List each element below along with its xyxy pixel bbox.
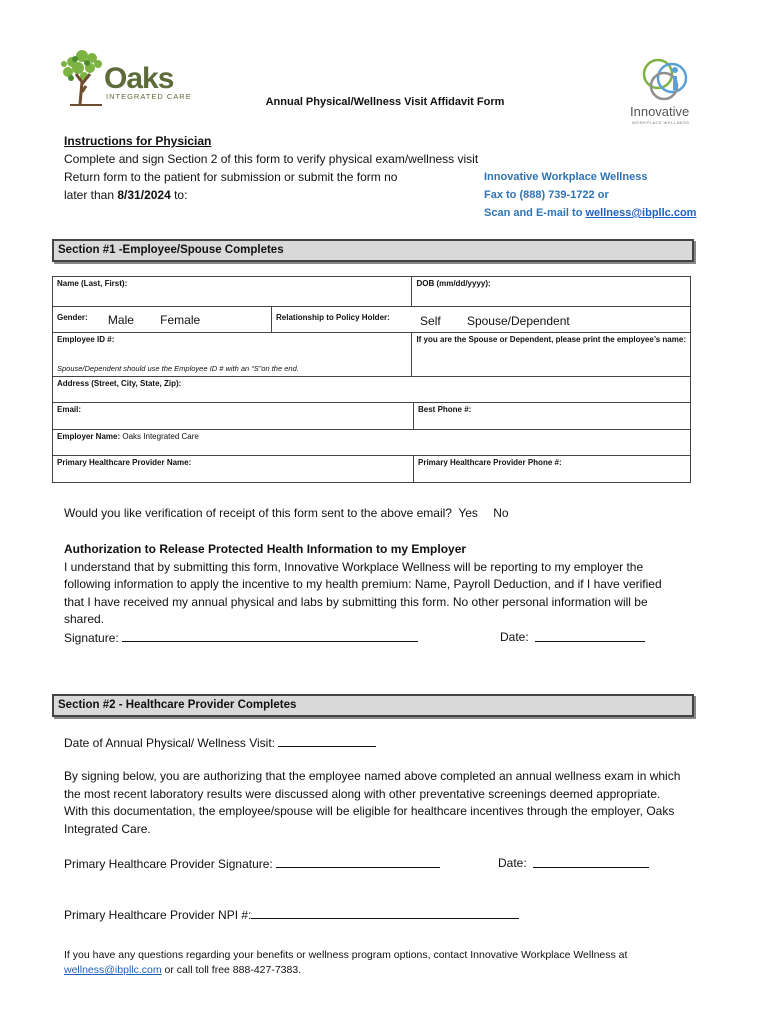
contact-email-link[interactable]: wellness@ibpllc.com	[585, 207, 697, 219]
instructions-line: Complete and sign Section 2 of this form to verify physical exam/wellness visit	[64, 152, 479, 166]
footer-email-link[interactable]: wellness@ibpllc.com	[64, 964, 162, 976]
email-field[interactable]: Email:	[53, 403, 414, 430]
spouse-id-note: Spouse/Dependent should use the Employee ID # with an “S”on the end.	[57, 364, 299, 373]
signature-line[interactable]	[122, 629, 418, 642]
name-field[interactable]: Name (Last, First):	[53, 277, 412, 307]
gender-field: Gender: Male Female	[53, 307, 272, 333]
authorization-block	[64, 541, 674, 647]
deadline: 8/31/2024	[117, 188, 171, 202]
visit-date-row: Date of Annual Physical/ Wellness Visit:	[64, 734, 684, 753]
relationship-self-option[interactable]: Self	[420, 314, 441, 328]
npi-row: Primary Healthcare Provider NPI #:	[64, 906, 684, 925]
relationship-field: Relationship to Policy Holder: Self Spouse/Dependent	[272, 307, 691, 333]
provider-signature-row: Primary Healthcare Provider Signature: Date:	[64, 855, 684, 874]
relationship-spouse-option[interactable]: Spouse/Dependent	[466, 314, 570, 328]
instructions-line: later than 8/31/2024 to:	[64, 188, 188, 202]
date-label: Date:	[500, 629, 529, 644]
instructions-line: Return form to the patient for submission or submit the form no	[64, 170, 398, 184]
phone-field[interactable]: Best Phone #:	[414, 403, 691, 430]
employee-id-field[interactable]: Employee ID #: Spouse/Dependent should use the Employee ID # with an “S”on the end.	[53, 333, 412, 377]
gender-female-option[interactable]: Female	[160, 313, 201, 327]
physician-instructions	[64, 132, 534, 204]
signature-row	[64, 629, 674, 647]
dob-field[interactable]: DOB (mm/dd/yyyy):	[412, 277, 691, 307]
signature-label: Signature:	[64, 630, 119, 645]
innovative-logo-subtitle: WORKPLACE WELLNESS	[632, 120, 690, 125]
innovative-logo-text: Innovative	[630, 104, 690, 119]
authorization-body: I understand that by submitting this form, Innovative Workplace Wellness will be reporting to my employer the following information to apply the incentive to my health premium: Name, Payroll Deduction, and if I have verified that I have received my annual physical and labs by submitting this form. No other personal information will be shared.	[64, 559, 662, 626]
section2-body: By signing below, you are authorizing that the employee named above completed an annual wellness exam in which the most recent laboratory results were discussed along with other preventative screenings deemed appropriate. With this documentation, the employee/spouse will be eligible for healthcare incentives through the employer, Oaks Integrated Care.	[64, 769, 681, 836]
section1-header: Section #1 -Employee/Spouse Completes	[52, 239, 694, 262]
employee-name-print-field[interactable]: If you are the Spouse or Dependent, please print the employee’s name:	[412, 333, 691, 377]
visit-date-line[interactable]	[278, 734, 376, 747]
footer-note: If you have any questions regarding your benefits or wellness program options, contact Innovative Workplace Wellness at wellness@ibpllc.com or call toll free 888-427-7383.	[64, 949, 628, 976]
contact-email-line: Scan and E-mail to wellness@ibpllc.com	[484, 207, 697, 219]
section2-header: Section #2 - Healthcare Provider Completes	[52, 694, 694, 717]
instructions-heading: Instructions for Physician	[64, 134, 212, 148]
form-title: Annual Physical/Wellness Visit Affidavit Form	[265, 96, 505, 108]
provider-date-line[interactable]	[533, 855, 649, 868]
innovative-logo	[628, 56, 704, 130]
employee-form-table	[52, 276, 691, 483]
contact-org: Innovative Workplace Wellness	[484, 171, 648, 183]
employer-field: Employer Name: Oaks Integrated Care	[53, 430, 691, 456]
provider-signature-line[interactable]	[276, 855, 440, 868]
provider-phone-field[interactable]: Primary Healthcare Provider Phone #:	[414, 456, 691, 483]
gender-male-option[interactable]: Male	[107, 313, 134, 327]
npi-line[interactable]	[251, 906, 519, 919]
authorization-heading: Authorization to Release Protected Health Information to my Employer	[64, 542, 467, 556]
provider-name-field[interactable]: Primary Healthcare Provider Name:	[53, 456, 414, 483]
provider-date-label: Date:	[498, 856, 527, 870]
verification-no-option[interactable]: No	[493, 506, 509, 520]
contact-fax: Fax to (888) 739-1722 or	[484, 189, 609, 201]
employer-value: Oaks Integrated Care	[122, 432, 199, 441]
date-line[interactable]	[535, 629, 645, 642]
oaks-logo-text: Oaks	[104, 62, 174, 95]
verification-question: Would you like verification of receipt of this form sent to the above email? Yes No	[64, 506, 509, 520]
address-field[interactable]: Address (Street, City, State, Zip):	[53, 377, 691, 403]
contact-block	[484, 168, 696, 222]
oaks-logo-subtitle: INTEGRATED CARE	[106, 92, 192, 101]
verification-yes-option[interactable]: Yes	[458, 506, 478, 520]
